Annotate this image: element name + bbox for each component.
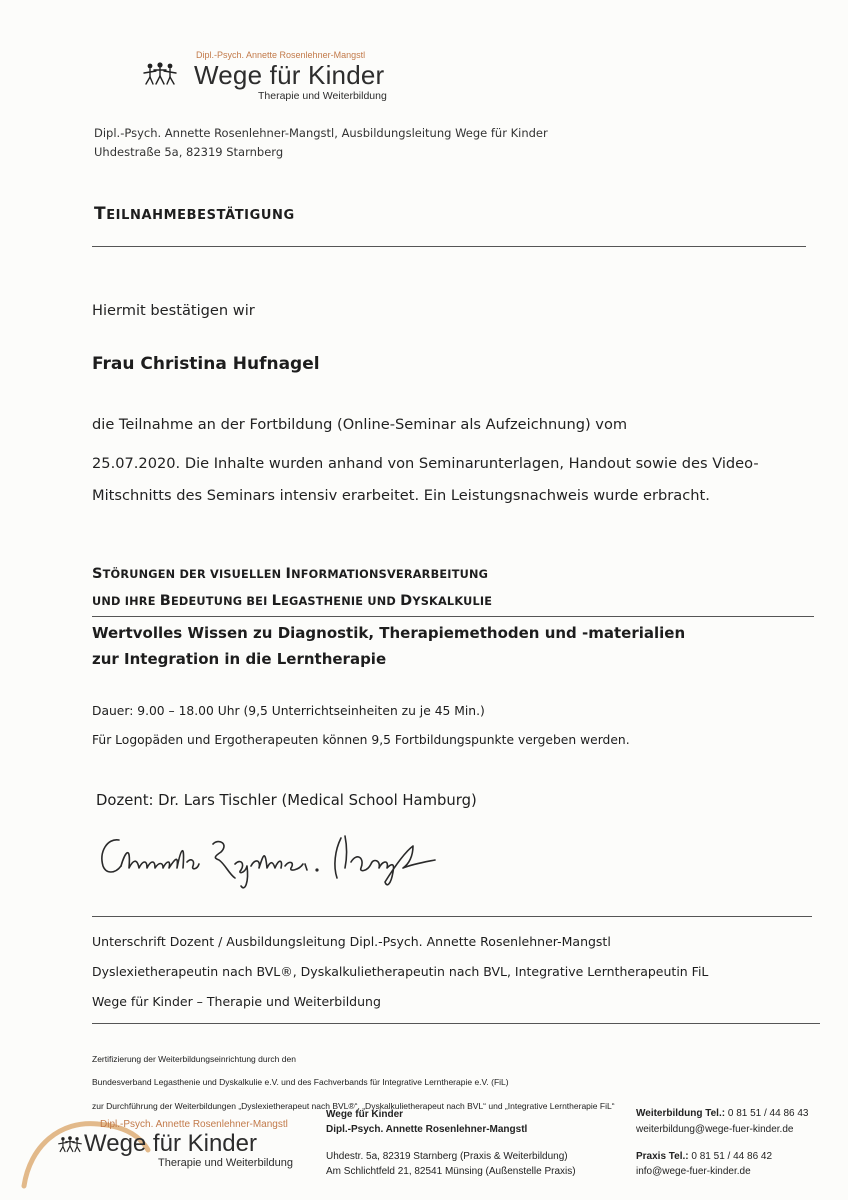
footer-org-address2: Am Schlichtfeld 21, 82541 Münsing (Außenstelle Praxis) <box>326 1166 576 1177</box>
seminar-title-line1: STÖRUNGEN DER VISUELLEN INFORMATIONSVERARBEITUNG <box>92 566 489 582</box>
footer-org-address1: Uhdestr. 5a, 82319 Starnberg (Praxis & Weiterbildung) <box>326 1151 568 1162</box>
lecturer: Dozent: Dr. Lars Tischler (Medical School Hamburg) <box>96 792 477 809</box>
document-title: TEILNAHMEBESTÄTIGUNG <box>94 204 295 224</box>
signature-caption-line2: Dyslexietherapeutin nach BVL®, Dyskalkulietherapeutin nach BVL, Integrative Lerntherapeutin FiL <box>92 964 709 979</box>
confirmation-line2: 25.07.2020. Die Inhalte wurden anhand von Seminarunterlagen, Handout sowie des Video- <box>92 455 759 472</box>
seminar-subtitle-line1: Wertvolles Wissen zu Diagnostik, Therapiemethoden und -materialien <box>92 624 686 642</box>
footer-weiterbildung-email: weiterbildung@wege-fuer-kinder.de <box>636 1124 794 1135</box>
confirmation-line3: Mitschnitts des Seminars intensiv erarbeitet. Ein Leistungsnachweis wurde erbracht. <box>92 487 710 504</box>
title-divider <box>92 246 806 247</box>
signature-caption-line1: Unterschrift Dozent / Ausbildungsleitung Dipl.-Psych. Annette Rosenlehner-Mangstl <box>92 934 611 949</box>
footer-logo-title: Wege für Kinder <box>84 1130 257 1157</box>
footer-praxis-phone: Praxis Tel.: 0 81 51 / 44 86 42 <box>636 1151 773 1162</box>
footer-logo-tagline: Therapie und Weiterbildung <box>158 1157 293 1169</box>
seminar-subtitle-line2: zur Integration in die Lerntherapie <box>92 650 387 668</box>
footer-weiterbildung-phone: Weiterbildung Tel.: 0 81 51 / 44 86 43 <box>636 1108 809 1119</box>
sender-address-line2: Uhdestraße 5a, 82319 Starnberg <box>94 145 284 159</box>
certification-line3: zur Durchführung der Weiterbildungen „Dyslexietherapeut nach BVL®“, „Dyskalkulietherapeut nach BVL“ und „Integrative Lerntherapie FiL“ <box>92 1101 615 1111</box>
footer-praxis-email: info@wege-fuer-kinder.de <box>636 1166 751 1177</box>
intro-text: Hiermit bestätigen wir <box>92 302 255 319</box>
footer-org-person: Dipl.-Psych. Annette Rosenlehner-Mangstl <box>326 1124 528 1135</box>
participant-name: Frau Christina Hufnagel <box>92 354 320 374</box>
seminar-points: Für Logopäden und Ergotherapeuten können 9,5 Fortbildungspunkte vergeben werden. <box>92 733 630 747</box>
footer-org-name: Wege für Kinder <box>326 1109 404 1120</box>
logo-subtitle: Dipl.-Psych. Annette Rosenlehner-Mangstl <box>196 50 366 60</box>
confirmation-line1: die Teilnahme an der Fortbildung (Online-Seminar als Aufzeichnung) vom <box>92 416 628 433</box>
children-logo-icon <box>143 62 177 86</box>
sender-address-line1: Dipl.-Psych. Annette Rosenlehner-Mangstl, Ausbildungsleitung Wege für Kinder <box>94 126 548 140</box>
seminar-duration: Dauer: 9.00 – 18.00 Uhr (9,5 Unterrichtseinheiten zu je 45 Min.) <box>92 704 485 718</box>
seminar-divider <box>92 616 814 617</box>
logo-tagline: Therapie und Weiterbildung <box>258 90 387 102</box>
footer-children-logo-icon <box>58 1136 82 1153</box>
footer-divider <box>92 1023 820 1024</box>
certification-line2: Bundesverband Legasthenie und Dyskalkulie e.V. und des Fachverbands für Integrative Lerntherapie e.V. (FiL) <box>92 1077 509 1087</box>
certification-line1: Zertifizierung der Weiterbildungseinrichtung durch den <box>92 1054 296 1064</box>
footer-logo-subtitle: Dipl.-Psych. Annette Rosenlehner-Mangstl <box>100 1119 288 1130</box>
handwritten-signature <box>95 822 455 894</box>
logo-title: Wege für Kinder <box>194 60 385 90</box>
signature-caption-line3: Wege für Kinder – Therapie und Weiterbildung <box>92 994 381 1009</box>
signature-line <box>92 916 812 917</box>
seminar-title-line2: UND IHRE BEDEUTUNG BEI LEGASTHENIE UND DYSKALKULIE <box>92 593 493 609</box>
